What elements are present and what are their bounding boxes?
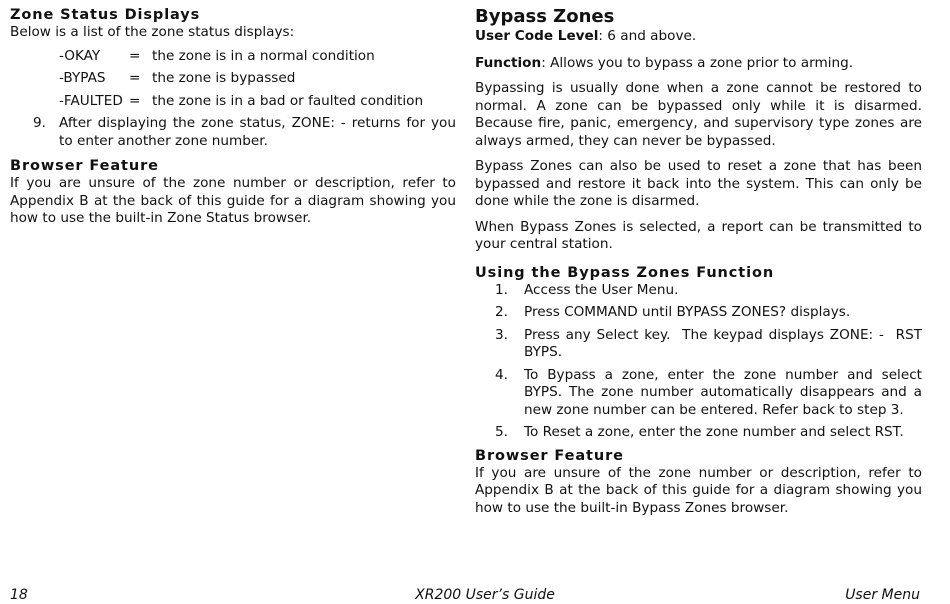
- function-value: : Allows you to bypass a zone prior to arming.: [541, 54, 854, 71]
- status-description: the zone is bypassed: [152, 70, 296, 86]
- browser-feature-heading-right: Browser Feature: [475, 447, 624, 464]
- step-number: 3.: [495, 326, 508, 343]
- status-row-bypas: [10, 70, 456, 93]
- status-code: -BYPAS: [59, 70, 106, 86]
- step-text: Access the User Menu.: [524, 281, 679, 298]
- using-bypass-heading: Using the Bypass Zones Function: [475, 264, 775, 281]
- list-item: [475, 424, 922, 442]
- status-code: -FAULTED: [59, 92, 123, 109]
- page-number: 18: [10, 587, 28, 603]
- status-code: -OKAY: [59, 47, 101, 64]
- step-number: 1.: [495, 281, 508, 298]
- step-number: 5.: [495, 424, 508, 440]
- guide-title: XR200 User’s Guide: [415, 587, 555, 603]
- status-equals: =: [129, 70, 141, 86]
- status-row-faulted: [10, 93, 456, 116]
- user-code-level: [475, 28, 922, 46]
- bypass-paragraph-3: When Bypass Zones is selected, a report can be transmitted to your central station.: [475, 218, 922, 252]
- step-number: 9.: [33, 115, 46, 131]
- zone-status-intro: Below is a list of the zone status displays:: [10, 24, 295, 40]
- user-code-label: User Code Level: [475, 28, 599, 44]
- step-text: After displaying the zone status, ZONE: - returns for you to enter another zone number.: [59, 115, 456, 149]
- status-description: the zone is in a bad or faulted condition: [152, 92, 424, 109]
- step-number: 2.: [495, 304, 508, 320]
- list-item: [475, 367, 922, 420]
- list-item: [475, 326, 931, 362]
- step-text: To Reset a zone, enter the zone number and select RST.: [524, 424, 904, 440]
- step-text: To Bypass a zone, enter the zone number and select BYPS. The zone number automatically disappears and a new zone number can be entered. Refer back to step 3.: [524, 366, 922, 418]
- browser-feature-heading: Browser Feature: [10, 158, 159, 174]
- status-description: the zone is in a normal condition: [152, 47, 375, 64]
- step-9: [10, 115, 456, 150]
- function-label: Function: [475, 54, 542, 71]
- bypass-paragraph-2: Bypass Zones can also be used to reset a zone that has been bypassed and restore it back into the system. This can only be done while the zone is disarmed.: [475, 158, 922, 209]
- list-item: [475, 282, 922, 300]
- list-item: [475, 304, 922, 322]
- zone-status-list: [10, 48, 456, 116]
- bypass-paragraph-1: Bypassing is usually done when a zone cannot be restored to normal. A zone can be bypassed only while it is disarmed. Because fire, panic, emergency, and supervisory type zones are always armed, they can never be bypassed.: [475, 80, 922, 149]
- browser-feature-text-right: If you are unsure of the zone number or description, refer to Appendix B at the back of this guide for a diagram showing you how to use the built-in Bypass Zones browser.: [475, 464, 922, 516]
- function-line: [475, 55, 922, 73]
- status-equals: =: [129, 92, 141, 109]
- user-code-value: : 6 and above.: [598, 28, 697, 44]
- step-text: Press any Select key. The keypad displays ZONE: - RST BYPS.: [524, 326, 931, 360]
- browser-feature-text: If you are unsure of the zone number or description, refer to Appendix B at the back of this guide for a diagram showing you how to use the built-in Zone Status browser.: [10, 175, 456, 226]
- step-number: 4.: [495, 366, 508, 383]
- status-row-okay: [10, 48, 456, 71]
- bypass-steps-list: [475, 281, 931, 442]
- status-equals: =: [129, 47, 141, 64]
- section-name: User Menu: [845, 587, 920, 603]
- step-text: Press COMMAND until BYPASS ZONES? displays.: [524, 304, 851, 320]
- zone-status-heading: Zone Status Displays: [10, 7, 201, 23]
- bypass-zones-title: Bypass Zones: [475, 6, 615, 27]
- left-column: [10, 6, 456, 228]
- right-column: [475, 6, 931, 517]
